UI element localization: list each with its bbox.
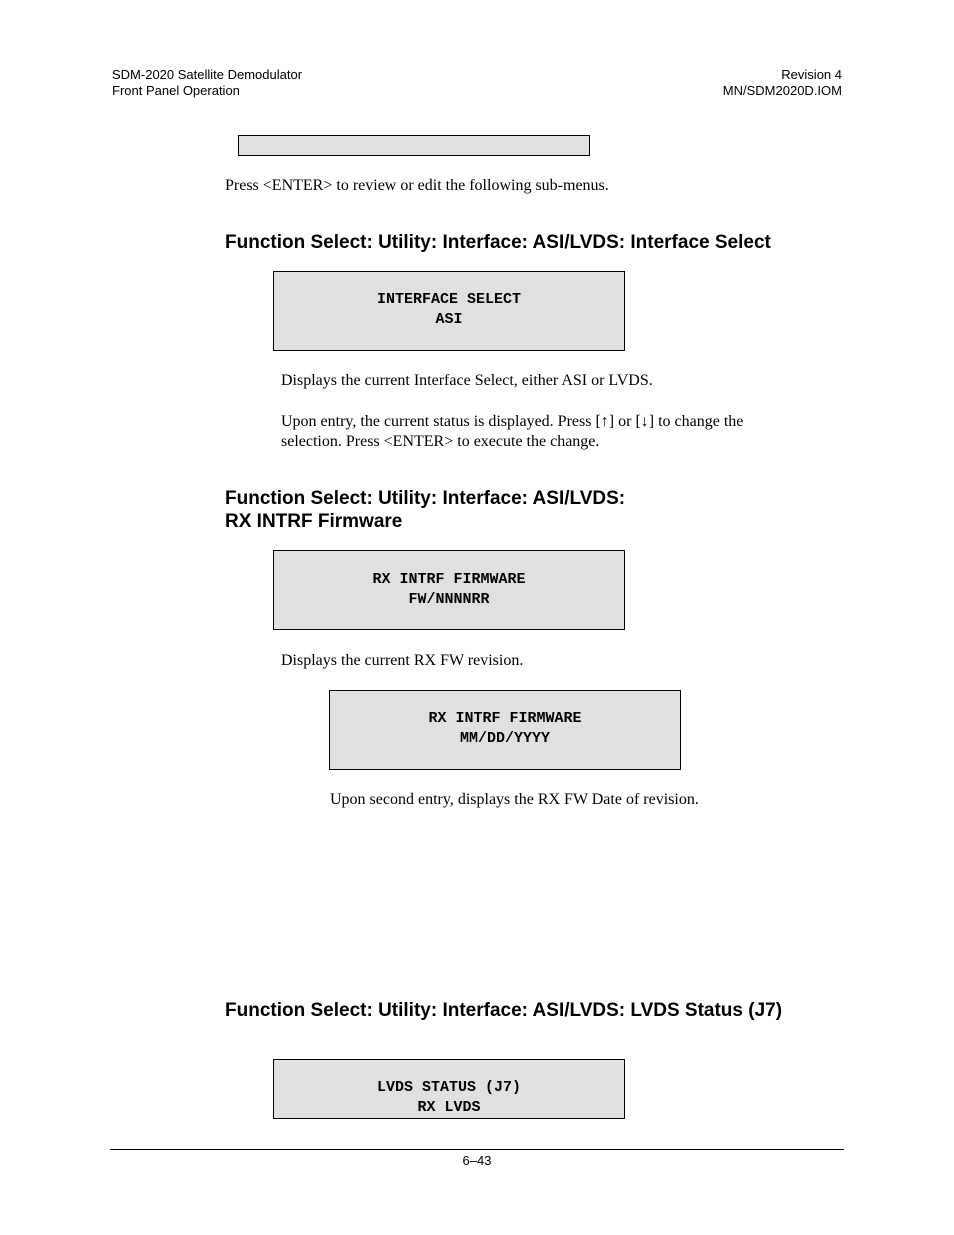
- footer-divider: [110, 1149, 844, 1150]
- section-heading-lvds-status: Function Select: Utility: Interface: ASI/LVDS: LVDS Status (J7): [225, 1000, 783, 1021]
- lcd-display-blank: [238, 135, 590, 156]
- rx-firmware-date-description: Upon second entry, displays the RX FW Date of revision.: [330, 791, 699, 808]
- interface-select-description: Displays the current Interface Select, either ASI or LVDS.: [281, 372, 653, 389]
- rx-firmware-description: Displays the current RX FW revision.: [281, 652, 524, 669]
- heading-line-2: RX INTRF Firmware: [225, 511, 403, 532]
- section-heading-rx-intrf-firmware: [225, 487, 625, 533]
- lcd-line-2: ASI: [435, 311, 463, 328]
- lcd-display-rx-firmware: [273, 550, 625, 630]
- lcd-display-interface-select: [273, 271, 625, 351]
- interface-select-instructions: [281, 412, 743, 452]
- section-heading-interface-select: Function Select: Utility: Interface: ASI/LVDS: Interface Select: [225, 232, 771, 253]
- page-number: 6–43: [462, 1153, 492, 1168]
- lcd-line-2: MM/DD/YYYY: [459, 730, 550, 747]
- doc-revision: Revision 4: [781, 67, 842, 82]
- lcd-line-1: INTERFACE SELECT: [376, 291, 522, 308]
- heading-line-1: Function Select: Utility: Interface: ASI/LVDS:: [225, 488, 626, 509]
- instructions-line-2: selection. Press <ENTER> to execute the change.: [281, 433, 600, 450]
- doc-title: SDM-2020 Satellite Demodulator: [112, 67, 303, 82]
- lcd-display-rx-firmware-date: [329, 690, 681, 770]
- page-header-left: [112, 67, 302, 99]
- intro-paragraph: Press <ENTER> to review or edit the following sub-menus.: [225, 177, 609, 194]
- lcd-line-2: RX LVDS: [417, 1099, 481, 1116]
- lcd-display-lvds-status: [273, 1059, 625, 1119]
- instructions-line-1: Upon entry, the current status is displayed. Press [↑] or [↓] to change the: [281, 413, 744, 430]
- doc-section: Front Panel Operation: [112, 83, 240, 98]
- lcd-line-2: FW/NNNNRR: [408, 591, 490, 608]
- doc-number: MN/SDM2020D.IOM: [722, 83, 842, 98]
- page-header-right: [723, 67, 842, 99]
- lcd-line-1: RX INTRF FIRMWARE: [372, 571, 526, 588]
- lcd-line-1: RX INTRF FIRMWARE: [428, 710, 582, 727]
- lcd-line-1: LVDS STATUS (J7): [376, 1079, 522, 1096]
